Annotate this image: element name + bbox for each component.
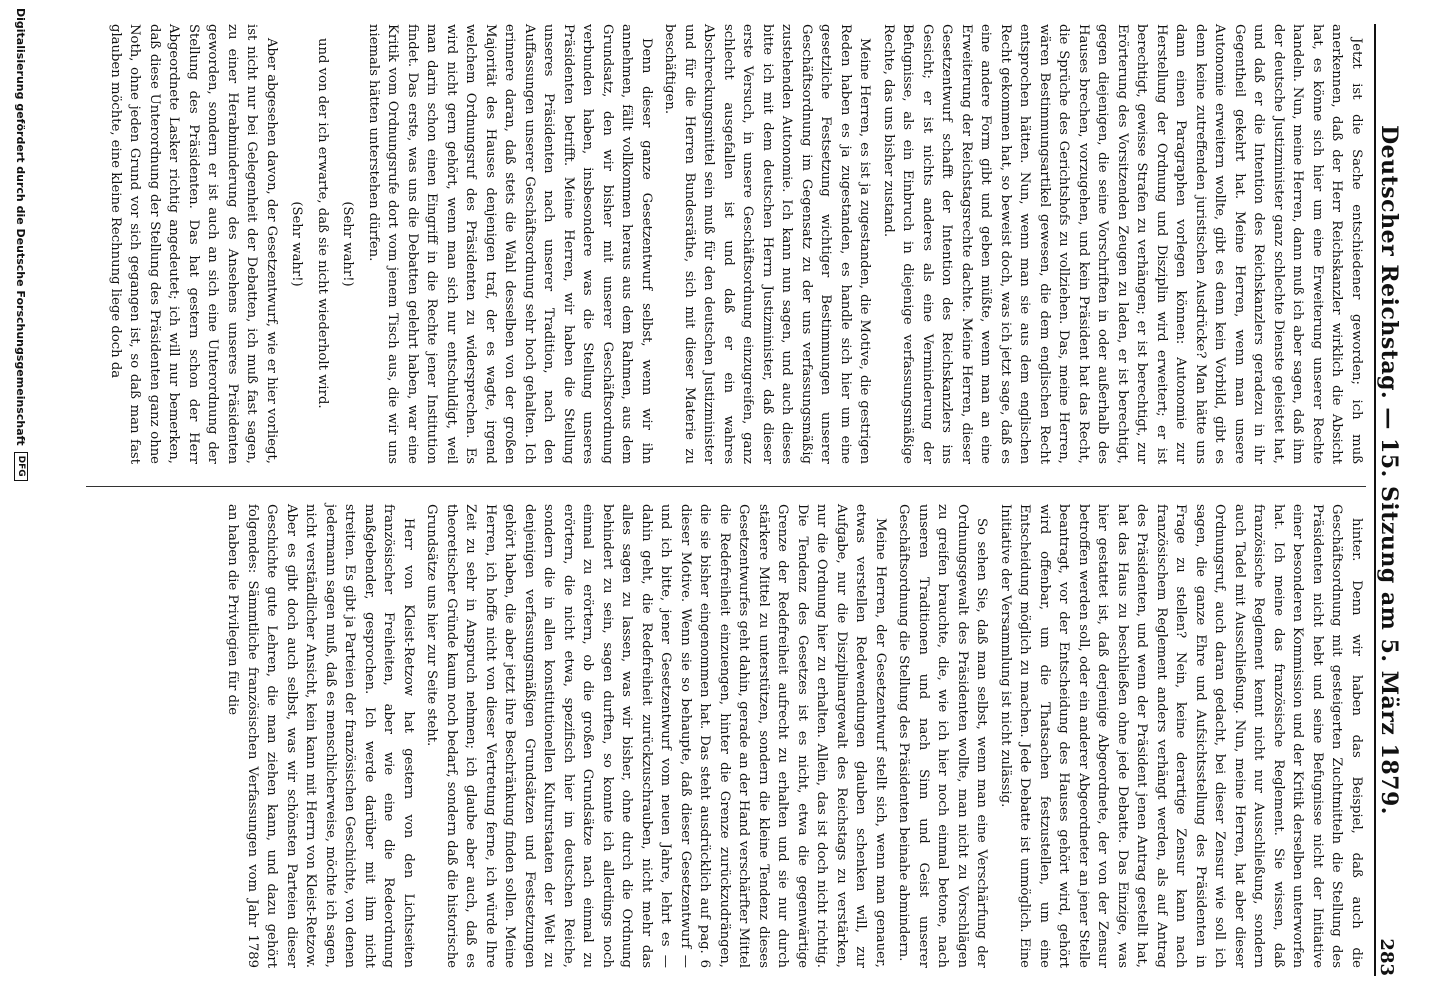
paragraph: Denn dieser ganze Gesetzentwurf selbst, wenn wir ihn annehmen, fällt vollkommen heraus aus dem Rahmen, aus dem Grundsatz, den wir bisher mit unserer Geschäftsordnung verbunden haben, insbesondere was die Stellung unseres Präsidenten betrifft. Meine Herren, wir haben die Stellung unseres Präsidenten nach unserer Tradition, nach den Auffassungen unserer Geschäftsordnung sehr hoch gehalten. Ich erinnere daran, daß stets die Wahl desselben von der großen Majorität des Hauses denjenigen traf, der es wagte, irgend welchem Ordnungsruf des Präsidenten zu widersprechen. Es wird nicht gern gehört, wenn man sich nur entschuldigt, weil man darin schon einen Eingriff in die Rechte jener Institution findet. Das erste, was uns die Debatten gelehrt haben, war eine Kritik vom Ordnungsrufe dort vom jenem Tisch aus, die wir uns niemals hätten unterstehen dürfen. [366,24,654,464]
interjection: (Sehr wahr!) [340,201,356,287]
column-divider [86,486,1366,487]
paragraph: und von der ich erwarte, daß sie nicht wiederholt wird. [315,38,330,409]
dfg-logo: DFG [14,452,28,481]
paragraph: Herr von Kleist-Retzow hat gestern von den Lichtseiten französischer Freiheiten, aber wie eine die Redeordnung maßgebender, gesprochen. Ich werde darüber mit ihm nicht streiten. Es gibt ja Parteien der französischen Geschichte, von denen jedermann sagen muß, daß es menschlicherweise, möchte ich sagen, nicht verständlicher Ansicht, kein kann mit Herrn von Kleist-Retzow. Aber es gibt doch auch selbst, was wir schönsten Parteien dieser Geschichte gute Lehren, die man ziehen kann, und dazu gehört folgendes: Sämmtliche französischen Verfassungen vom Jahr 1789 an haben die Privilegien für die [225,504,416,968]
paragraph: Aber abgesehen davon, der Gesetzentwurf, wie er hier vorliegt, ist nicht nur bei Gelegenheit der Debatten, ich muß fast sagen, zu einer Herabminderung des Ansehens unseres Präsidenten geworden, sondern er ist auch an sich eine Unterordnung der Stellung des Präsidenten. Das hat gestern schon der Herr Abgeordnete Lasker richtig angedeutet; ich will nur bemerken, daß diese Unterordnung der Stellung des Präsidenten ganz ohne Noth, ohne jeden Grund vor sich gegangen ist, so daß man fast glauben möchte, eine kleine Rechnung liege doch da [108,24,279,464]
footer-text: Digitalisierung gefördert durch die Deutsche Forschungsgemeinschaft [14,8,28,446]
page-number: 283 [1376,938,1397,976]
page-title: Deutscher Reichstag. — 15. Sitzung am 5. März 1879. [1376,125,1402,815]
paragraph: Meine Herren, es ist ja zugestanden, die Motive, die gestrigen Reden haben es ja zugestanden, es handle sich hier um eine gesetzliche Festsetzung wichtiger Bestimmungen unserer Geschäftsordnung im Gegensatz zu der uns verfassungsmäßig zustehenden Autonomie. Ich kann nun sagen, und auch dieses bitte ich mit dem deutschen Herrn Justizminister, daß dieser erste Versuch, in unsere Geschäftsordnung einzugreifen, ganz schlecht ausgefallen ist und daß er ein wahres Abschreckungsmittel sein muß für den deutschen Justizminister und für die Herren Bundesräthe, sich mit dieser Materie zu beschäftigen. [662,24,873,464]
paragraph: Jetzt ist die Sache entschiedener geworden; ich muß anerkennen, daß der Herr Reichskanzler wirklich die Absicht hat, es könne sich hier um eine Erweiterung unserer Rechte handeln. Nun, meine Herren, dann muß ich aber sagen, daß ihm der deutsche Justizminister ganz schlechte Dienste geleistet hat, und daß er die Intention des Reichskanzlers geradezu in ihr Gegentheil gekehrt hat. Meine Herren, wenn man unsere Autonomie erweitern wollte, gibt es denn kein Vorbild, gibt es denn keine zutreffenden juristischen Ausdrücke? Man hätte uns dann einen Paragraphen vorlegen können: Autonomie zur Herstellung der Ordnung und Disziplin wird erweitert; er ist berechtigt, gewisse Strafen zu verhängen; er ist berechtigt, zur Erörterung des Vorsitzenden Zeugen zu laden, er ist berechtigt, gegen diejenigen, die seine Vorschriften in oder außerhalb des Hauses brechen, vorzugehen, und kein Präsident hat das Recht, die Sprüche des Gerichtshofs zu vollziehen. Das, meine Herren, wären Bestimmungsartikel gewesen, die dem englischen Recht entsprochen hätten. Nun, wenn man sie aus dem englischen Recht gekommen hat, so beweist doch, was ich jetzt sage, daß es eine andere Form gibt und geben müßte, wenn man an eine Erweiterung der Reichstagsrechte dachte. Meine Herren, dieser Gesetzentwurf schafft der Intention des Reichskanzlers ins Gesicht; er ist nichts anderes als eine Verminderung der Befugnisse, als ein Einbruch in diejenige verfassungsmäßige Rechte, das uns bisher zustand. [881,24,1364,464]
paragraph: So sehen Sie, daß man selbst, wenn man eine Verschärfung der Ordnungsgewalt des Präsidenten wollte, man nicht zu Vorschlägen zu greifen brauchte, die, wie ich hier noch einmal betone, nach unseren Traditionen und nach Sinn und Geist unserer Geschäftsordnung die Stellung des Präsidenten beinahe abmindern. [896,504,990,968]
left-column [102,24,1367,464]
page-header [1374,24,1414,976]
right-column [219,504,1366,968]
digitization-footer [10,0,32,1000]
interjection: (Sehr wahr!) [289,201,305,287]
paragraph: hinter. Denn wir haben das Beispiel, daß auch die Geschäftsordnung mit gesteigerten Zuchtmitteln die Stellung des Präsidenten nicht hebt und seine Befugnisse nicht der Initiative einer besonderen Kommission und der Kritik derselben unterworfen hat. Ich meine das französische Reglement. Sie wissen, daß französische Reglement kennt nicht nur Ausschließung, sondern auch Tadel mit Ausschließung. Nun, meine Herren, hat aber dieser Ordnungsruf, auch daran gedacht, bei dieser Zensur wie soll ich sagen, die ganze Ehre und Aufsichtsstellung des Präsidenten in Frage zu stellen? Nein, keine derartige Zensur kann nach französischem Reglement anders verhängt werden, als auf Antrag des Präsidenten, und wenn der Präsident jenen Antrag gestellt hat, hat das Haus zu beschließen ohne jede Debatte. Das Einzige, was hier gestattet ist, daß derjenige Abgeordnete, der von der Zensur betroffen werden soll, oder ein anderer Abgeordneter an jener Stelle beantragt, vor der Entscheidung des Hauses gehört wird, gehört wird offenbar, um die Thatsachen festzustellen, um eine Entscheidung möglich zu machen. Jede Debatte ist unmöglich. Eine Initiative der Versammlung ist nicht zulässig. [998,504,1364,968]
paragraph: Meine Herren, der Gesetzentwurf stellt sich, wenn man genauer, etwas verstellen Redewendungen glauben schenken will, zur Aufgabe, nur die Disziplinargewalt des Reichstags zu verstärken, nur die Ordnung hier zu erhalten. Allein, das ist doch nicht richtig. Die Tendenz des Gesetzes ist es nicht, etwa die gegenwärtige Grenze der Redefreiheit aufrecht zu erhalten und sie nur durch stärkere Mittel zu unterstützen, sondern die kleine Tendenz dieses Gesetzentwurfes geht dahin, gerade an der Hand verschärfter Mittel die Redefreiheit einzuengen, hinter die Grenze zurückzudrängen, die sie bisher eingenommen hat. Das steht ausdrücklich auf pag. 6 dieser Motive. Wenn sie so behaupte, daß dieser Gesetzentwurf — und ich bitte, jener Gesetzentwurf vom neuen Jahre, lehrt es — dahin geht, die Redefreiheit zurückzuschrauben, nicht mehr das alles sagen zu lassen, was wir bisher, ohne durch die Ordnung behindert zu sein, sagen durften, so konnte ich allerdings noch einmal zu erörtern, ob die großen Grundsätze nach einmal zu erörtern, die nicht etwa, spezifisch hier im deutschen Reiche, sondern die in allen konstitutionellen Kulturstaaten der Welt zu denjenigen verfassungsmäßigen Grundsätzen und Festsetzungen gehört haben, die aber jetzt ihre Beschränkung finden sollen. Meine Herren, ich hoffe nicht von dieser Vertretung ferne, ich würde Ihre Zeit zu sehr in Anspruch nehmen; ich glaube aber auch, daß es theoretischer Gründe kaum noch bedarf, sondern daß die historische Grundsätze uns hier zur Seite steht. [424,504,888,968]
